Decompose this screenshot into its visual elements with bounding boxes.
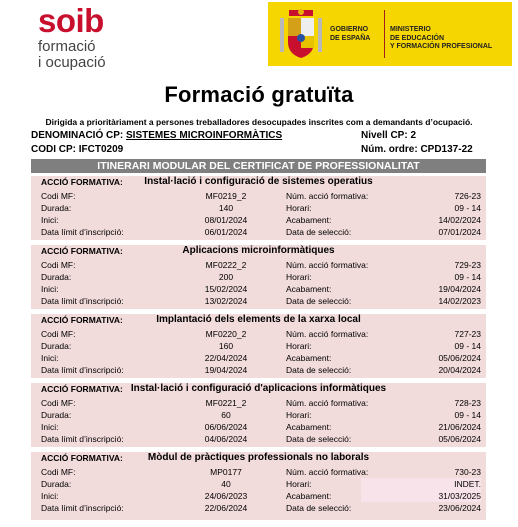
durada-label: Durada: xyxy=(41,272,72,282)
horari-value: 09 - 14 xyxy=(454,272,481,282)
module-title: Mòdul de pràctiques professionals no laborals xyxy=(147,452,370,463)
num-accio-value: 729-23 xyxy=(454,260,481,270)
durada-value: 60 xyxy=(221,410,231,420)
num-accio-value: 728-23 xyxy=(454,398,481,408)
government-label xyxy=(330,26,370,43)
government-logo xyxy=(268,2,512,66)
data-limit-label: Data límit d’inscripció: xyxy=(41,503,124,513)
module-row xyxy=(31,295,486,307)
itinerary-banner: ITINERARI MODULAR DEL CERTIFICAT DE PROFESSIONALITAT xyxy=(31,159,486,173)
data-limit-value: 04/06/2024 xyxy=(204,434,248,444)
module-title: Instal·lació i configuració d'aplicacions informàtiques xyxy=(130,383,387,394)
accio-label: ACCIÓ FORMATIVA: xyxy=(41,384,123,394)
acabament-value: 21/06/2024 xyxy=(438,422,481,432)
num-accio-label: Núm. acció formativa: xyxy=(286,467,369,477)
data-seleccio-label: Data de selecció: xyxy=(286,503,352,513)
durada-value: 160 xyxy=(218,341,234,351)
government-line-2: DE ESPAÑA xyxy=(330,34,371,42)
acabament-label: Acabament: xyxy=(286,422,332,432)
data-limit-value: 06/01/2024 xyxy=(204,227,248,237)
module-row xyxy=(31,433,486,445)
module-row xyxy=(31,271,486,283)
module-row xyxy=(31,364,486,376)
soib-logo xyxy=(38,4,148,70)
inici-value: 24/06/2023 xyxy=(204,491,248,501)
module-card xyxy=(31,314,486,378)
denominacio-label: DENOMINACIÓ CP: xyxy=(31,130,124,141)
inici-label: Inici: xyxy=(41,491,59,501)
data-seleccio-label: Data de selecció: xyxy=(286,227,352,237)
num-accio-label: Núm. acció formativa: xyxy=(286,329,369,339)
inici-value: 08/01/2024 xyxy=(204,215,248,225)
inici-label: Inici: xyxy=(41,422,59,432)
num-accio-value: 726-23 xyxy=(454,191,481,201)
codi-mf-value: MF0221_2 xyxy=(205,398,247,408)
acabament-label: Acabament: xyxy=(286,215,332,225)
module-row xyxy=(31,259,486,271)
horari-label: Horari: xyxy=(286,341,312,351)
module-row xyxy=(31,226,486,238)
acabament-value: 14/02/2024 xyxy=(438,215,481,225)
module-row xyxy=(31,478,486,490)
module-row xyxy=(31,466,486,478)
codi-mf-value: MP0177 xyxy=(210,467,242,477)
ministry-line-1: MINISTERIO xyxy=(390,26,431,33)
accio-label: ACCIÓ FORMATIVA: xyxy=(41,177,123,187)
acabament-value: 05/06/2024 xyxy=(438,353,481,363)
module-row xyxy=(31,190,486,202)
horari-value: 09 - 14 xyxy=(454,410,481,420)
data-seleccio-label: Data de selecció: xyxy=(286,434,352,444)
horari-label: Horari: xyxy=(286,410,312,420)
module-row xyxy=(31,409,486,421)
codi-mf-label: Codi MF: xyxy=(41,260,76,270)
data-limit-label: Data límit d’inscripció: xyxy=(41,365,124,375)
module-row xyxy=(31,397,486,409)
inici-label: Inici: xyxy=(41,353,59,363)
module-row xyxy=(31,490,486,502)
inici-value: 15/02/2024 xyxy=(204,284,248,294)
durada-label: Durada: xyxy=(41,341,72,351)
data-limit-value: 19/04/2024 xyxy=(204,365,248,375)
acabament-label: Acabament: xyxy=(286,491,332,501)
denominacio-value: SISTEMES MICROINFORMÀTICS xyxy=(126,130,283,141)
data-seleccio-label: Data de selecció: xyxy=(286,365,352,375)
inici-label: Inici: xyxy=(41,284,59,294)
ministry-label xyxy=(390,26,492,52)
module-title: Instal·lació i configuració de sistemes operatius xyxy=(144,176,373,187)
accio-label: ACCIÓ FORMATIVA: xyxy=(41,453,123,463)
page-title: Formació gratuïta xyxy=(164,82,354,107)
accio-label: ACCIÓ FORMATIVA: xyxy=(41,246,123,256)
num-accio-label: Núm. acció formativa: xyxy=(286,191,369,201)
data-limit-value: 22/06/2024 xyxy=(204,503,248,513)
data-limit-label: Data límit d’inscripció: xyxy=(41,434,124,444)
data-seleccio-value: 14/02/2023 xyxy=(438,296,481,306)
soib-logo-line-1: formació xyxy=(38,38,96,55)
soib-logo-word: soib xyxy=(38,2,104,39)
module-card xyxy=(31,176,486,240)
data-seleccio-value: 20/04/2024 xyxy=(438,365,481,375)
codi-mf-label: Codi MF: xyxy=(41,329,76,339)
module-row xyxy=(31,202,486,214)
durada-value: 200 xyxy=(218,272,234,282)
module-card xyxy=(31,383,486,447)
codi-cp: CODI CP: IFCT0209 xyxy=(31,144,124,155)
durada-label: Durada: xyxy=(41,479,72,489)
codi-mf-value: MF0219_2 xyxy=(205,191,247,201)
horari-label: Horari: xyxy=(286,479,312,489)
module-row xyxy=(31,340,486,352)
logo-divider xyxy=(384,10,385,58)
data-seleccio-value: 07/01/2024 xyxy=(438,227,481,237)
acabament-label: Acabament: xyxy=(286,353,332,363)
horari-value: 09 - 14 xyxy=(454,341,481,351)
module-row xyxy=(31,421,486,433)
inici-label: Inici: xyxy=(41,215,59,225)
acabament-value: 31/03/2025 xyxy=(361,490,481,502)
horari-label: Horari: xyxy=(286,203,312,213)
acabament-label: Acabament: xyxy=(286,284,332,294)
inici-value: 06/06/2024 xyxy=(204,422,248,432)
module-row xyxy=(31,352,486,364)
module-row xyxy=(31,328,486,340)
data-limit-label: Data límit d’inscripció: xyxy=(41,296,124,306)
module-row xyxy=(31,502,486,514)
codi-mf-value: MF0220_2 xyxy=(205,329,247,339)
num-accio-label: Núm. acció formativa: xyxy=(286,260,369,270)
data-seleccio-value: 23/06/2024 xyxy=(438,503,481,513)
ministry-line-3: Y FORMACIÓN PROFESIONAL xyxy=(390,43,493,50)
module-title: Implantació dels elements de la xarxa local xyxy=(156,314,361,325)
denominacio xyxy=(31,130,282,141)
module-card xyxy=(31,245,486,309)
data-seleccio-value: 05/06/2024 xyxy=(438,434,481,444)
durada-label: Durada: xyxy=(41,410,72,420)
nivell-cp: Nivell CP: 2 xyxy=(361,130,417,141)
num-accio-label: Núm. acció formativa: xyxy=(286,398,369,408)
codi-mf-label: Codi MF: xyxy=(41,398,76,408)
data-limit-value: 13/02/2024 xyxy=(204,296,248,306)
soib-logo-line-2: i ocupació xyxy=(38,54,106,71)
codi-mf-label: Codi MF: xyxy=(41,191,76,201)
durada-value: 40 xyxy=(221,479,231,489)
coat-of-arms-icon xyxy=(277,8,325,60)
module-title: Aplicacions microinformàtiques xyxy=(182,245,335,256)
horari-label: Horari: xyxy=(286,272,312,282)
data-limit-label: Data límit d’inscripció: xyxy=(41,227,124,237)
accio-label: ACCIÓ FORMATIVA: xyxy=(41,315,123,325)
module-row xyxy=(31,283,486,295)
num-accio-value: 730-23 xyxy=(454,467,481,477)
data-seleccio-label: Data de selecció: xyxy=(286,296,352,306)
horari-value: 09 - 14 xyxy=(454,203,481,213)
government-line-1: GOBIERNO xyxy=(330,26,369,33)
module-row xyxy=(31,214,486,226)
codi-mf-label: Codi MF: xyxy=(41,467,76,477)
durada-value: 140 xyxy=(218,203,234,213)
module-card xyxy=(31,452,486,520)
horari-value: INDET. xyxy=(361,478,481,490)
ministry-line-2: DE EDUCACIÓN xyxy=(390,34,445,42)
acabament-value: 19/04/2024 xyxy=(438,284,481,294)
inici-value: 22/04/2024 xyxy=(204,353,248,363)
num-accio-value: 727-23 xyxy=(454,329,481,339)
page-subtitle: Dirigida a prioritàriament a persones treballadores desocupades inscrites com a demandants d’ocupació. xyxy=(45,117,473,127)
durada-label: Durada: xyxy=(41,203,72,213)
codi-mf-value: MF0222_2 xyxy=(205,260,247,270)
num-ordre: Núm. ordre: CPD137-22 xyxy=(361,144,473,155)
